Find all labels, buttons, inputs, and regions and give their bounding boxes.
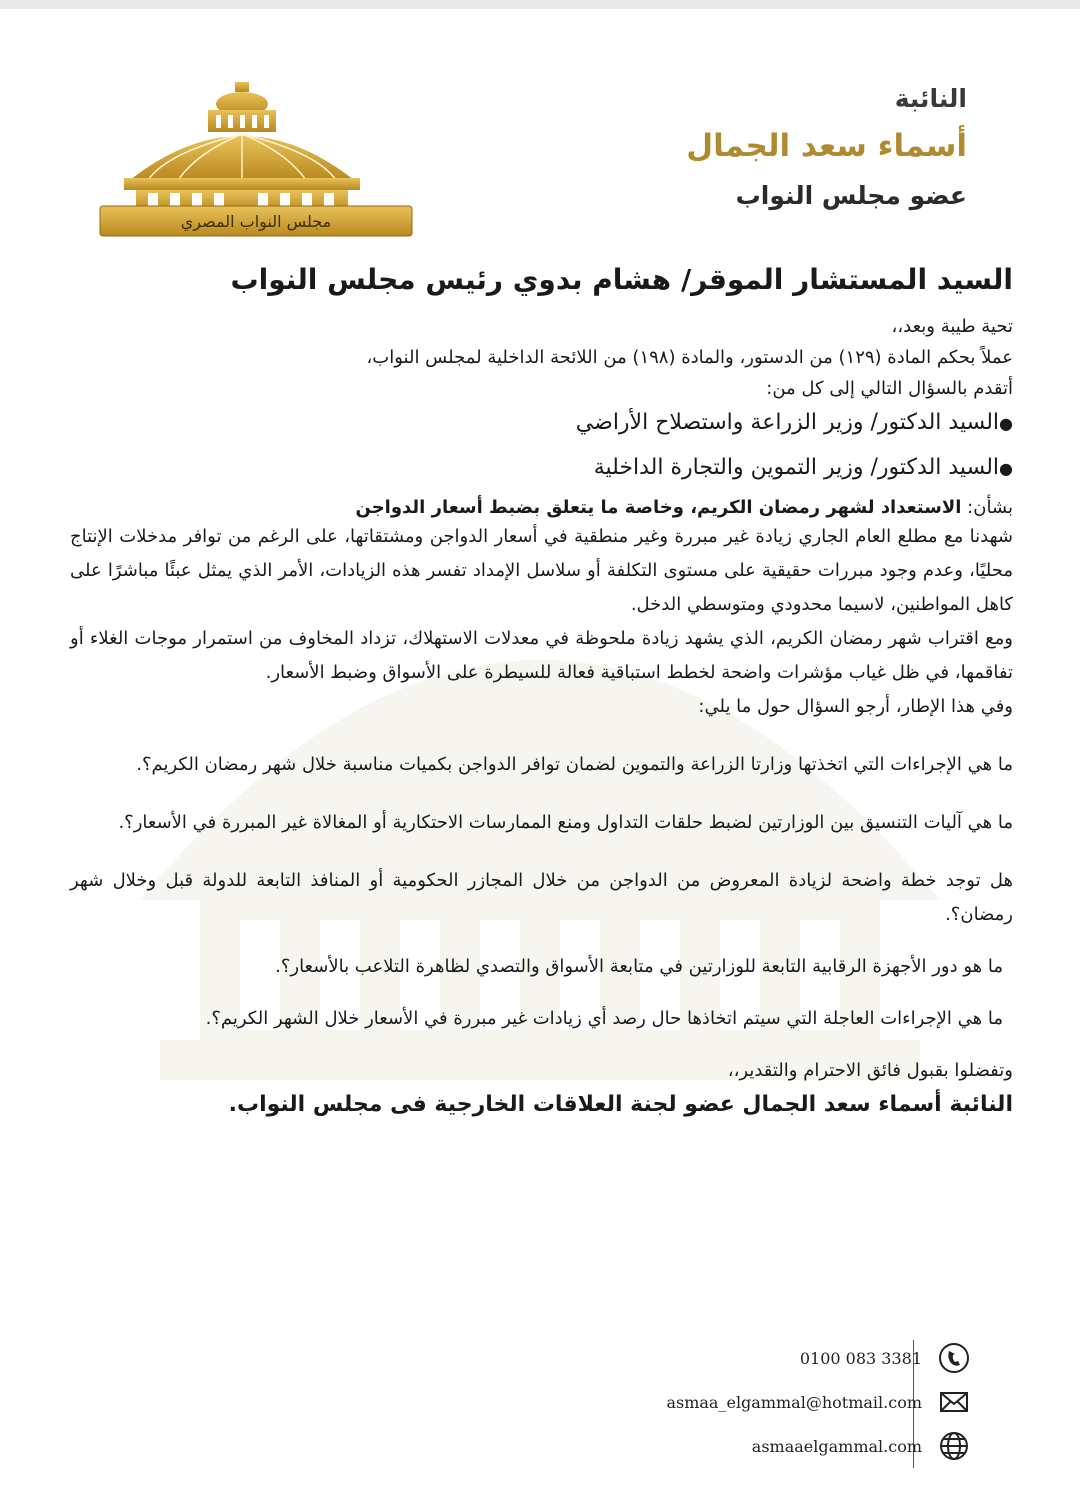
paragraph-1: شهدنا مع مطلع العام الجاري زيادة غير مبررة وغير منطقية في أسعار الدواجن ومشتقاتها، على الرغم من توافر مدخلات الإنتاج محليًا، وعدم وجود مبررات حقيقية على مستوى التكلفة أو سلاسل الإمداد تفسر هذه الزيادات، الأمر الذي يمثل عبئًا مباشرًا على كاهل المواطنين، لاسيما محدودي ومتوسطي الدخل.	[70, 526, 1013, 615]
email-address: asmaa_elgammal@hotmail.com	[666, 1392, 922, 1412]
email-icon	[938, 1386, 970, 1418]
closing: وتفضلوا بقبول فائق الاحترام والتقدير،،	[727, 1060, 1013, 1081]
bullet-icon: ●	[999, 414, 1013, 433]
legal-basis: عملاً بحكم المادة (١٢٩) من الدستور، والمادة (١٩٨) من اللائحة الداخلية لمجلس النواب،	[366, 347, 1013, 368]
paragraph-2: ومع اقتراب شهر رمضان الكريم، الذي يشهد زيادة ملحوظة في معدلات الاستهلاك، تزداد المخاوف من استمرار موجات الغلاء أو تفاقمها، في ظل غياب مؤشرات واضحة لخطط استباقية فعالة للسيطرة على الأسواق وضبط الأسعار.	[70, 628, 1013, 683]
parliament-dome-logo	[98, 82, 414, 242]
question-1: ما هي الإجراءات التي اتخذتها وزارتا الزراعة والتموين لضمان توافر الدواجن بكميات مناسبة خلال شهر رمضان الكريم؟.	[136, 754, 1013, 775]
subject-line	[70, 495, 1013, 520]
question-2: ما هي آليات التنسيق بين الوزارتين لضبط حلقات التداول ومنع الممارسات الاحتكارية أو المغالاة غير المبررة في الأسعار؟.	[118, 812, 1013, 833]
intro-line: أتقدم بالسؤال التالي إلى كل من:	[766, 378, 1013, 399]
contact-block	[640, 1340, 970, 1470]
paragraph-3: وفي هذا الإطار، أرجو السؤال حول ما يلي:	[698, 696, 1013, 717]
question-5: ما هي الإجراءات العاجلة التي سيتم اتخاذها حال رصد أي زيادات غير مبررة في الأسعار خلال الشهر الكريم؟.	[205, 1008, 1003, 1029]
subject-label: بشأن:	[967, 497, 1013, 518]
contact-email-row	[666, 1384, 970, 1420]
subject-text: الاستعداد لشهر رمضان الكريم، وخاصة ما يتعلق بضبط أسعار الدواجن	[355, 497, 962, 518]
letter-body	[70, 314, 1013, 1122]
top-strip	[0, 0, 1080, 9]
contact-phone-row	[800, 1340, 970, 1376]
signature: النائبة أسماء سعد الجمال عضو لجنة العلاقات الخارجية فى مجلس النواب.	[228, 1092, 1013, 1117]
contact-web-row	[752, 1428, 970, 1464]
member-name: أسماء سعد الجمال	[686, 128, 967, 164]
header-title: النائبة	[894, 84, 967, 113]
greeting: تحية طيبة وبعد،،	[891, 316, 1013, 337]
member-role: عضو مجلس النواب	[735, 181, 967, 210]
recipient-item: ●السيد الدكتور/ وزير الزراعة واستصلاح الأراضي	[575, 410, 1013, 435]
website: asmaaelgammal.com	[751, 1436, 922, 1456]
bullet-icon: ●	[999, 459, 1013, 478]
question-3: هل توجد خطة واضحة لزيادة المعروض من الدواجن من خلال المجازر الحكومية أو المنافذ التابعة للدولة قبل وخلال شهر رمضان؟.	[70, 870, 1013, 925]
phone-number: 0100 083 3381	[799, 1348, 922, 1368]
recipient-item: ●السيد الدكتور/ وزير التموين والتجارة الداخلية	[593, 455, 1013, 480]
globe-icon	[938, 1430, 970, 1462]
logo-caption: مجلس النواب المصري	[180, 212, 332, 231]
phone-icon	[938, 1342, 970, 1374]
member-header	[686, 84, 967, 216]
question-4: ما هو دور الأجهزة الرقابية التابعة للوزارتين في متابعة الأسواق والتصدي لظاهرة التلاعب بالأسعار؟.	[275, 956, 1003, 977]
addressee: السيد المستشار الموقر/ هشام بدوي رئيس مجلس النواب	[230, 263, 1013, 296]
